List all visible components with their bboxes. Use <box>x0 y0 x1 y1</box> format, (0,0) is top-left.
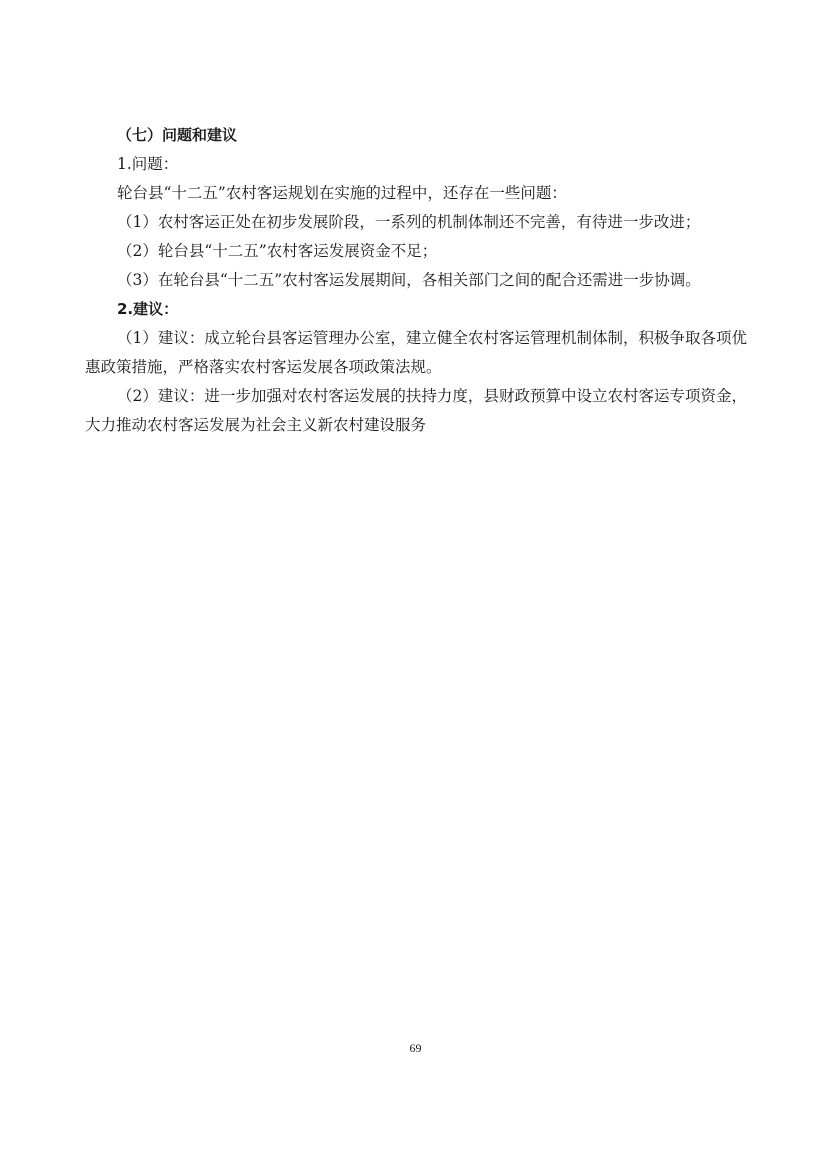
problems-intro: 轮台县“十二五”农村客运规划在实施的过程中，还存在一些问题： <box>117 184 567 202</box>
problems-heading: 1.问题： <box>117 155 179 173</box>
page-number: 69 <box>409 1041 422 1055</box>
problem-item: （2）轮台县“十二五”农村客运发展资金不足； <box>117 242 438 260</box>
problem-item: （3）在轮台县“十二五”农村客运发展期间，各相关部门之间的配合还需进一步协调。 <box>117 271 701 289</box>
problem-item: （1）农村客运正处在初步发展阶段，一系列的机制体制还不完善，有待进一步改进； <box>117 213 701 231</box>
document-body <box>85 121 747 440</box>
suggestions-heading: 2.建议： <box>117 300 179 318</box>
suggestion-item: （2）建议：进一步加强对农村客运发展的扶持力度，县财政预算中设立农村客运专项资金，大力推动农村客运发展为社会主义新农村建设服务 <box>85 387 747 434</box>
suggestion-item: （1）建议：成立轮台县客运管理办公室，建立健全农村客运管理机制体制，积极争取各项优惠政策措施，严格落实农村客运发展各项政策法规。 <box>85 329 747 376</box>
section-heading: （七）问题和建议 <box>117 126 238 144</box>
